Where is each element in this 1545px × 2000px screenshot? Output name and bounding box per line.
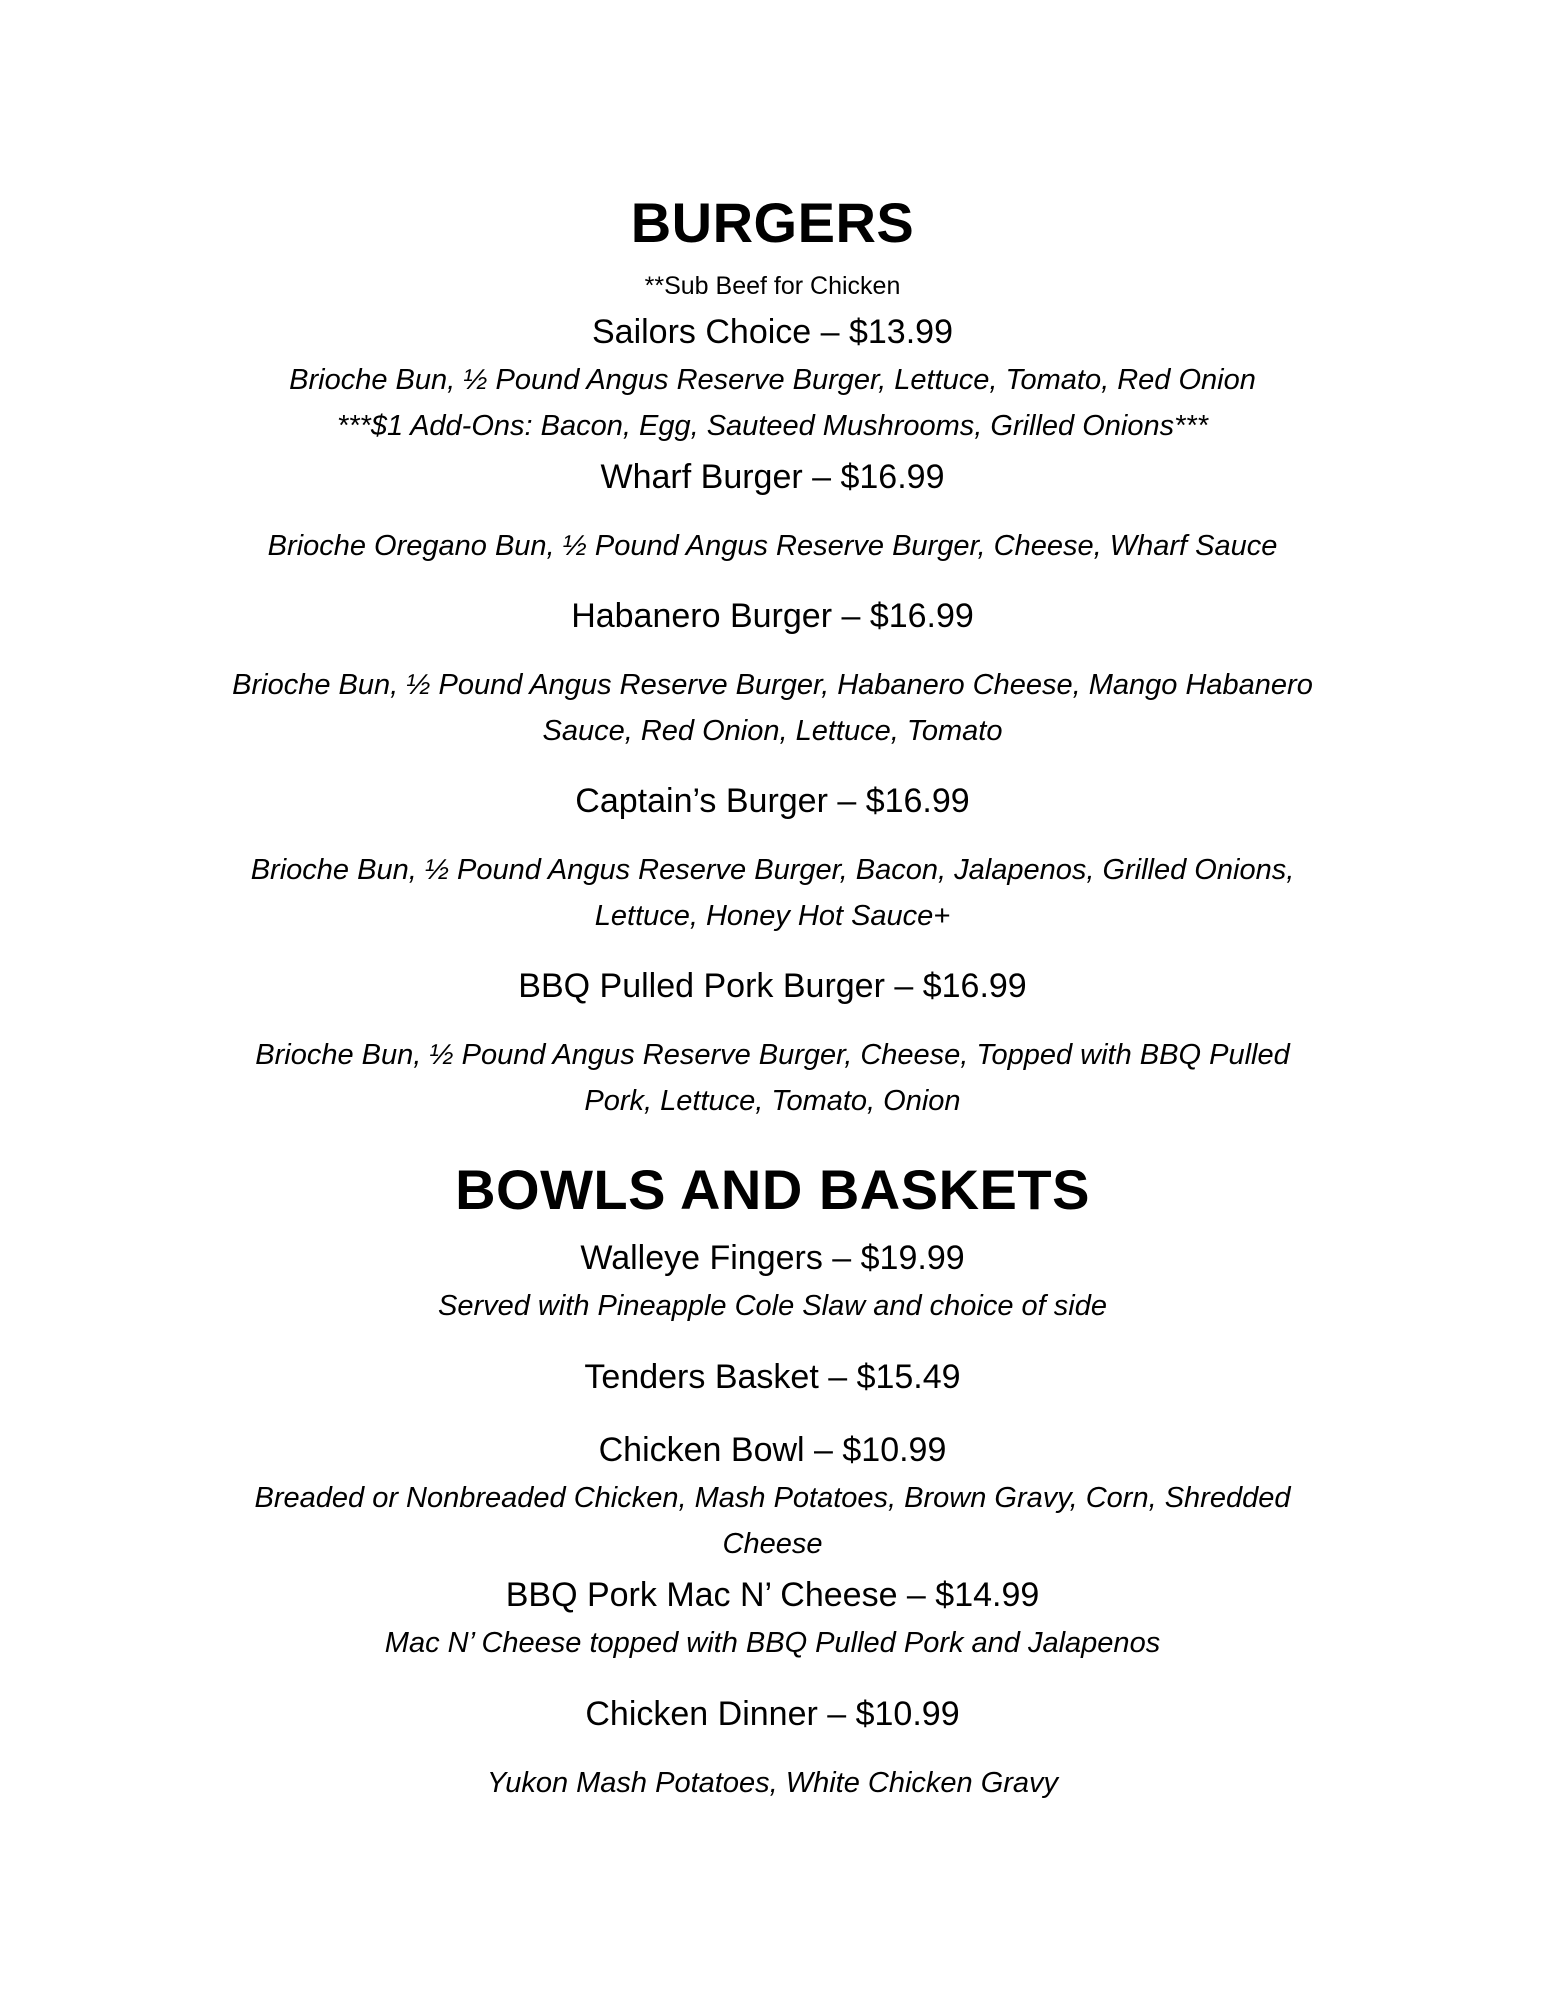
habanero-burger-description-line-2: Sauce, Red Onion, Lettuce, Tomato (542, 715, 1003, 747)
walleye-fingers-description: Served with Pineapple Cole Slaw and choice of side (437, 1290, 1107, 1322)
burgers-note: **Sub Beef for Chicken (644, 272, 901, 300)
chicken-bowl-description-line-1: Breaded or Nonbreaded Chicken, Mash Potatoes, Brown Gravy, Corn, Shredded (254, 1482, 1291, 1514)
captains-burger-description-line-1: Brioche Bun, ½ Pound Angus Reserve Burger, Bacon, Jalapenos, Grilled Onions, (250, 854, 1295, 886)
walleye-fingers-title: Walleye Fingers – $19.99 (580, 1239, 965, 1277)
bbq-pulled-pork-burger-description-line-2: Pork, Lettuce, Tomato, Onion (584, 1085, 961, 1117)
sailors-choice-addons: ***$1 Add-Ons: Bacon, Egg, Sauteed Mushrooms, Grilled Onions*** (336, 410, 1208, 442)
bbq-pulled-pork-burger-title: BBQ Pulled Pork Burger – $16.99 (518, 967, 1027, 1005)
chicken-dinner-title: Chicken Dinner – $10.99 (585, 1695, 960, 1733)
habanero-burger-description-line-1: Brioche Bun, ½ Pound Angus Reserve Burger, Habanero Cheese, Mango Habanero (232, 669, 1313, 701)
sailors-choice-description: Brioche Bun, ½ Pound Angus Reserve Burger, Lettuce, Tomato, Red Onion (289, 364, 1256, 396)
burgers-heading: BURGERS (630, 191, 915, 254)
habanero-burger-title: Habanero Burger – $16.99 (571, 597, 974, 635)
captains-burger-description-line-2: Lettuce, Honey Hot Sauce+ (594, 900, 951, 932)
bbq-pork-mac-description: Mac N’ Cheese topped with BBQ Pulled Pork and Jalapenos (384, 1627, 1161, 1659)
wharf-burger-description: Brioche Oregano Bun, ½ Pound Angus Reserve Burger, Cheese, Wharf Sauce (267, 530, 1278, 562)
sailors-choice-title: Sailors Choice – $13.99 (591, 313, 953, 351)
bbq-pork-mac-title: BBQ Pork Mac N’ Cheese – $14.99 (505, 1576, 1040, 1614)
chicken-dinner-description: Yukon Mash Potatoes, White Chicken Gravy (486, 1767, 1059, 1799)
wharf-burger-title: Wharf Burger – $16.99 (600, 458, 945, 496)
bbq-pulled-pork-burger-description-line-1: Brioche Bun, ½ Pound Angus Reserve Burger, Cheese, Topped with BBQ Pulled (255, 1039, 1290, 1071)
chicken-bowl-description-line-2: Cheese (722, 1528, 823, 1560)
chicken-bowl-title: Chicken Bowl – $10.99 (598, 1431, 947, 1469)
captains-burger-title: Captain’s Burger – $16.99 (575, 782, 970, 820)
tenders-basket-title: Tenders Basket – $15.49 (584, 1358, 961, 1396)
bowls-heading: BOWLS AND BASKETS (455, 1158, 1090, 1221)
